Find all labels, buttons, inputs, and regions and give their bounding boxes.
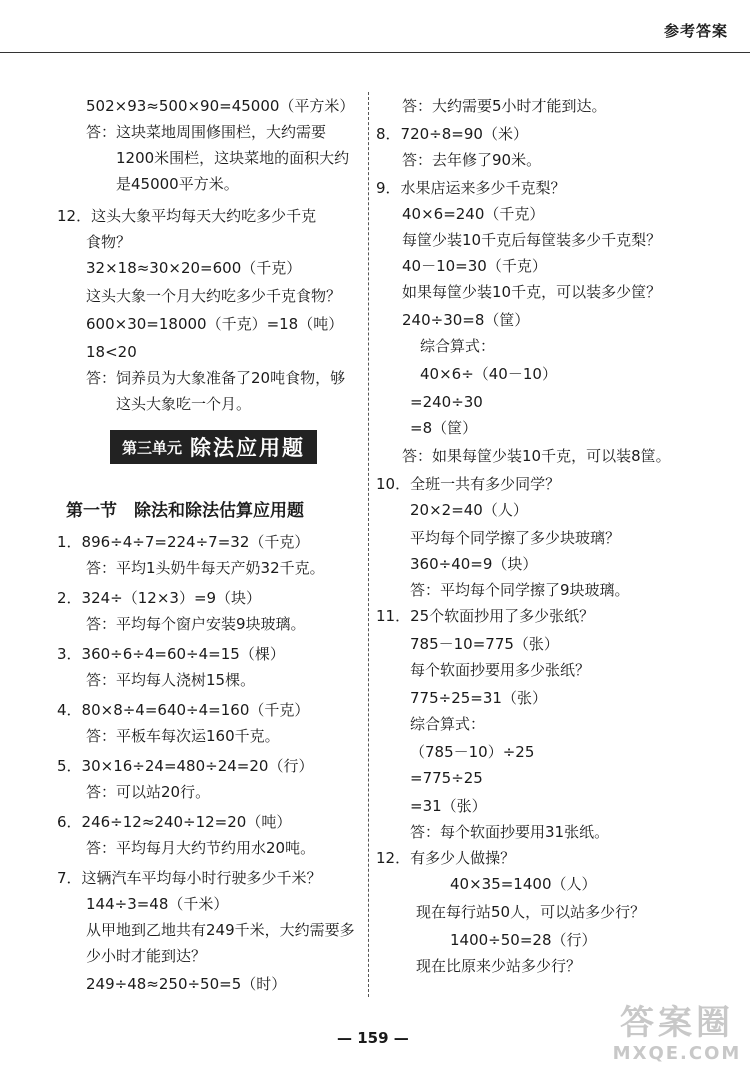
text-line: 少小时才能到达？ [86, 947, 207, 965]
text-line: 每个软面抄要用多少张纸？ [410, 661, 591, 679]
text-line: 答：如果每筐少装10千克，可以装8筐。 [402, 447, 671, 465]
text-line: 4．80×8÷4=640÷4=160（千克） [57, 701, 310, 719]
text-line: 6．246÷12≈240÷12=20（吨） [57, 813, 292, 831]
column-divider [368, 92, 369, 997]
page-number: — 159 — [337, 1029, 409, 1047]
text-line: 1200米围栏，这块菜地的面积大约 [116, 149, 350, 167]
text-line: 360÷40=9（块） [410, 555, 538, 573]
text-line: 综合算式： [410, 715, 486, 733]
text-line: 这头大象吃一个月。 [116, 395, 252, 413]
text-line: 12．这头大象平均每天大约吃多少千克 [57, 207, 317, 225]
text-line: 40×6=240（千克） [402, 205, 545, 223]
text-line: 食物？ [86, 233, 132, 251]
text-line: 答：大约需要5小时才能到达。 [402, 97, 607, 115]
unit-name: 除法应用题 [190, 436, 306, 460]
text-line: 1400÷50=28（行） [450, 931, 597, 949]
text-line: 11．25个软面抄用了多少张纸？ [376, 607, 595, 625]
text-line: 8．720÷8=90（米） [376, 125, 528, 143]
text-line: 是45000平方米。 [116, 175, 239, 193]
text-line: 答：平均每个窗户安装9块玻璃。 [86, 615, 306, 633]
text-line: 2．324÷（12×3）=9（块） [57, 589, 262, 607]
text-line: （785－10）÷25 [410, 743, 535, 761]
text-line: 答：平均每人浇树15棵。 [86, 671, 256, 689]
section-title: 第一节 除法和除法估算应用题 [66, 501, 304, 521]
text-line: 1．896÷4÷7=224÷7=32（千克） [57, 533, 310, 551]
text-line: =775÷25 [410, 769, 483, 787]
text-line: 如果每筐少装10千克，可以装多少筐？ [402, 283, 662, 301]
header-title: 参考答案 [663, 22, 728, 40]
text-line: 答：这块菜地周围修围栏，大约需要 [86, 123, 327, 141]
text-line: 5．30×16÷24=480÷24=20（行） [57, 757, 314, 775]
text-line: 综合算式： [420, 337, 496, 355]
text-line: 答：平均1头奶牛每天产奶32千克。 [86, 559, 325, 577]
text-line: 答：可以站20行。 [86, 783, 211, 801]
text-line: 144÷3=48（千米） [86, 895, 229, 913]
watermark-url: MXQE.COM [612, 1043, 742, 1064]
unit-banner [110, 430, 317, 464]
text-line: 从甲地到乙地共有249千米，大约需要多 [86, 921, 355, 939]
text-line: 现在每行站50人，可以站多少行？ [416, 903, 646, 921]
text-line: 600×30=18000（千克）=18（吨） [86, 315, 344, 333]
text-line: 答：每个软面抄要用31张纸。 [410, 823, 610, 841]
text-line: 10．全班一共有多少同学？ [376, 475, 561, 493]
text-line: 12．有多少人做操？ [376, 849, 516, 867]
text-line: =8（筐） [410, 419, 478, 437]
header-rule [0, 52, 750, 53]
unit-number: 第三单元 [122, 438, 183, 457]
text-line: 答：平均每个同学擦了9块玻璃。 [410, 581, 630, 599]
text-line: 答：饲养员为大象准备了20吨食物，够 [86, 369, 346, 387]
text-line: 答：平板车每次运160千克。 [86, 727, 280, 745]
text-line: 9．水果店运来多少千克梨？ [376, 179, 566, 197]
text-line: 775÷25=31（张） [410, 689, 547, 707]
text-line: 3．360÷6÷4=60÷4=15（棵） [57, 645, 285, 663]
text-line: 240÷30=8（筐） [402, 311, 530, 329]
text-line: =240÷30 [410, 393, 483, 411]
text-line: 20×2=40（人） [410, 501, 528, 519]
watermark-text: 答案圈 [620, 1003, 734, 1043]
text-line: 现在比原来少站多少行？ [416, 957, 582, 975]
text-line: 这头大象一个月大约吃多少千克食物？ [86, 287, 342, 305]
text-line: =31（张） [410, 797, 487, 815]
text-line: 平均每个同学擦了多少块玻璃？ [410, 529, 621, 547]
text-line: 每筐少装10千克后每筐装多少千克梨？ [402, 231, 662, 249]
text-line: 40×6÷（40－10） [420, 365, 557, 383]
text-line: 249÷48≈250÷50=5（时） [86, 975, 287, 993]
text-line: 答：平均每月大约节约用水20吨。 [86, 839, 316, 857]
text-line: 答：去年修了90米。 [402, 151, 542, 169]
text-line: 32×18≈30×20=600（千克） [86, 259, 302, 277]
watermark-logo [612, 1003, 742, 1073]
text-line: 502×93≈500×90=45000（平方米） [86, 97, 355, 115]
text-line: 7．这辆汽车平均每小时行驶多少千米？ [57, 869, 322, 887]
text-line: 40×35=1400（人） [450, 875, 597, 893]
text-line: 18<20 [86, 343, 137, 361]
text-line: 40－10=30（千克） [402, 257, 547, 275]
text-line: 785－10=775（张） [410, 635, 559, 653]
